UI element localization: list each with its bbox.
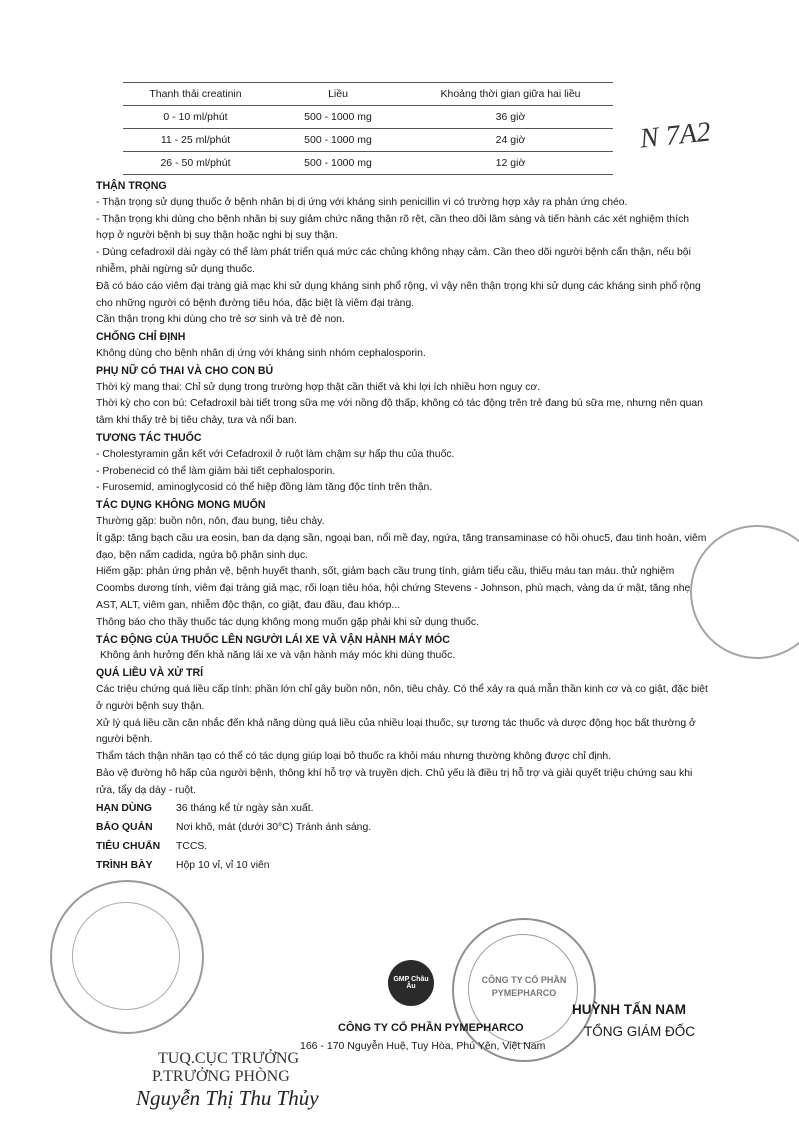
paragraph: - Furosemid, aminoglycosid có thể hiệp đồng làm tăng độc tính trên thận. [96, 482, 433, 494]
signer-title: TỔNG GIÁM ĐỐC [584, 1024, 695, 1039]
signer-name: HUỲNH TẤN NAM [572, 1002, 686, 1017]
section-title-lai-xe: TÁC ĐỘNG CỦA THUỐC LÊN NGƯỜI LÁI XE VÀ VẬN HÀNH MÁY MÓC [96, 633, 450, 646]
approval-line-1: TUQ.CỤC TRƯỞNG [158, 1050, 300, 1067]
leaflet-body [96, 178, 708, 875]
paragraph: Thường gặp: buồn nôn, nôn, đau bụng, tiêu chảy. [96, 515, 325, 527]
table-cell: 26 - 50 ml/phút [123, 152, 268, 175]
info-label: HẠN DÙNG [96, 803, 152, 815]
paragraph: Các triệu chứng quá liều cấp tính: phần lớn chỉ gây buồn nôn, nôn, tiêu chảy. Có thể xảy ra quá mẫn thần kinh cơ và co giật, đặc biệt ở người bệnh suy thận. [96, 683, 708, 712]
section-title-phu-nu: PHỤ NỮ CÓ THAI VÀ CHO CON BÚ [96, 364, 274, 377]
paragraph: Thời kỳ mang thai: Chỉ sử dụng trong trường hợp thật cần thiết và khi lợi ích nhiều hơn nguy cơ. [96, 381, 541, 393]
paragraph: Bảo vệ đường hô hấp của người bệnh, thông khí hỗ trợ và truyền dịch. Chủ yếu là điều trị hỗ trợ và giải quyết triệu chứng sau khi rửa, tẩy dạ dày - ruột. [96, 767, 693, 796]
paragraph: Xử lý quá liều cần cân nhắc đến khả năng dùng quá liều của nhiều loại thuốc, sự tương tác thuốc và dược động học bất thường ở người bệnh. [96, 717, 696, 746]
table-cell: 0 - 10 ml/phút [123, 106, 268, 129]
paragraph: Không dùng cho bệnh nhân dị ứng với kháng sinh nhóm cephalosporin. [96, 347, 426, 359]
section-title-tuong-tac: TƯƠNG TÁC THUỐC [96, 431, 202, 444]
info-value: Hộp 10 vỉ, vỉ 10 viên [176, 859, 270, 871]
table-header-cell: Thanh thải creatinin [123, 83, 268, 106]
section-title-qua-lieu: QUÁ LIỀU VÀ XỬ TRÍ [96, 667, 204, 680]
table-cell: 11 - 25 ml/phút [123, 129, 268, 152]
approval-line-2: P.TRƯỞNG PHÒNG [152, 1068, 290, 1085]
section-title-than-trong: THẬN TRỌNG [96, 180, 167, 192]
paragraph: Đã có báo cáo viêm đại tràng giả mạc khi sử dụng kháng sinh phổ rộng, vì vậy nên thận trọng khi sử dụng các kháng sinh phổ rộng cho những người có bệnh đường tiêu hóa, đặc biệt là viêm đại tràng. [96, 280, 701, 309]
company-name: CÔNG TY CỔ PHẦN PYMEPHARCO [338, 1022, 524, 1034]
table-cell: 500 - 1000 mg [268, 129, 408, 152]
table-cell: 24 giờ [408, 129, 613, 152]
table-header-cell: Liều [268, 83, 408, 106]
info-value: Nơi khô, mát (dưới 30°C) Tránh ánh sáng. [176, 822, 372, 834]
approval-stamp [50, 880, 204, 1034]
info-label: TIÊU CHUẨN [96, 841, 161, 853]
approval-signature: Nguyễn Thị Thu Thủy [136, 1086, 319, 1110]
dosage-table [123, 82, 613, 175]
table-row [123, 152, 613, 175]
paragraph: Thẩm tách thận nhân tạo có thể có tác dụng giúp loại bỏ thuốc ra khỏi máu nhưng thường không được chỉ định. [96, 751, 612, 763]
paragraph: Cần thận trọng khi dùng cho trẻ sơ sinh và trẻ đẻ non. [96, 314, 345, 326]
table-cell: 12 giờ [408, 152, 613, 175]
gmp-badge-label: GMP Châu Âu [393, 976, 429, 990]
info-label: BẢO QUẢN [96, 822, 153, 834]
table-cell: 500 - 1000 mg [268, 152, 408, 175]
product-info-list [96, 801, 708, 874]
gmp-badge-icon [388, 960, 434, 1006]
info-value: 36 tháng kể từ ngày sản xuất. [176, 803, 314, 815]
table-header-row [123, 83, 613, 106]
table-cell: 500 - 1000 mg [268, 106, 408, 129]
section-title-tac-dung: TÁC DỤNG KHÔNG MONG MUỐN [96, 499, 266, 512]
section-title-chong-chi-dinh: CHỐNG CHỈ ĐỊNH [96, 331, 186, 344]
paragraph: Thời kỳ cho con bú: Cefadroxil bài tiết trong sữa mẹ với nồng độ thấp, không có tác động trên trẻ đang bú sữa mẹ, nhưng nên quan tâm khi thấy trẻ bị tiêu chảy, tưa và nổi ban. [96, 398, 703, 427]
paragraph: - Probenecid có thể làm giảm bài tiết cephalosporin. [96, 465, 336, 477]
table-header-cell: Khoảng thời gian giữa hai liều [408, 83, 613, 106]
company-address: 166 - 170 Nguyễn Huệ, Tuy Hòa, Phú Yên, Việt Nam [300, 1040, 546, 1052]
margin-handwritten-note: N 7A2 [638, 116, 713, 155]
table-cell: 36 giờ [408, 106, 613, 129]
paragraph: - Thận trọng khi dùng cho bệnh nhân bị suy giảm chức năng thận rõ rệt, cần theo dõi lâm sàng và tiến hành các xét nghiệm thích hợp ở người bệnh bị suy thận hoặc nghi bị suy thận. [96, 213, 690, 242]
company-stamp-text: CÔNG TY CỔ PHẦN PYMEPHARCO [481, 975, 567, 998]
info-value: TCCS. [176, 841, 208, 853]
table-row [123, 106, 613, 129]
paragraph: Thông báo cho thầy thuốc tác dụng không mong muốn gặp phải khi sử dụng thuốc. [96, 616, 480, 628]
paragraph: - Cholestyramin gắn kết với Cefadroxil ở ruột làm chậm sự hấp thu của thuốc. [96, 448, 455, 460]
table-row [123, 129, 613, 152]
paragraph: - Thận trọng sử dụng thuốc ở bệnh nhân bị dị ứng với kháng sinh penicillin vì có trường hợp xảy ra phản ứng chéo. [96, 196, 628, 208]
paragraph: Không ảnh hưởng đến khả năng lái xe và vận hành máy móc khi dùng thuốc. [100, 650, 456, 662]
paragraph: Hiếm gặp: phản ứng phản vệ, bệnh huyết thanh, sốt, giảm bạch cầu trung tính, giảm tiểu cầu, thiếu máu tan máu. thử nghiệm Coombs dương tính, viêm đại tràng giả mạc, rối loạn tiêu hóa, hội chứng Stevens - Johnson, phù mạch, vàng da ứ mật, tăng nhẹ AST, ALT, viêm gan, nhiễm độc thận, co giật, đau đầu, đau khớp... [96, 566, 691, 611]
paragraph: - Dùng cefadroxil dài ngày có thể làm phát triển quá mức các chủng không nhạy cảm. Cần theo dõi người bệnh cẩn thận, nếu bội nhiễm, phải ngừng sử dụng thuốc. [96, 247, 691, 275]
paragraph: Ít gặp: tăng bạch cầu ưa eosin, ban da dạng sần, ngoại ban, nổi mề đay, ngứa, tăng transaminase có hồi ohuc5, đau tinh hoàn, viêm đạo, bện nấm cadida, ngứa bộ phận sinh dục. [96, 532, 707, 561]
info-label: TRÌNH BÀY [96, 859, 153, 871]
